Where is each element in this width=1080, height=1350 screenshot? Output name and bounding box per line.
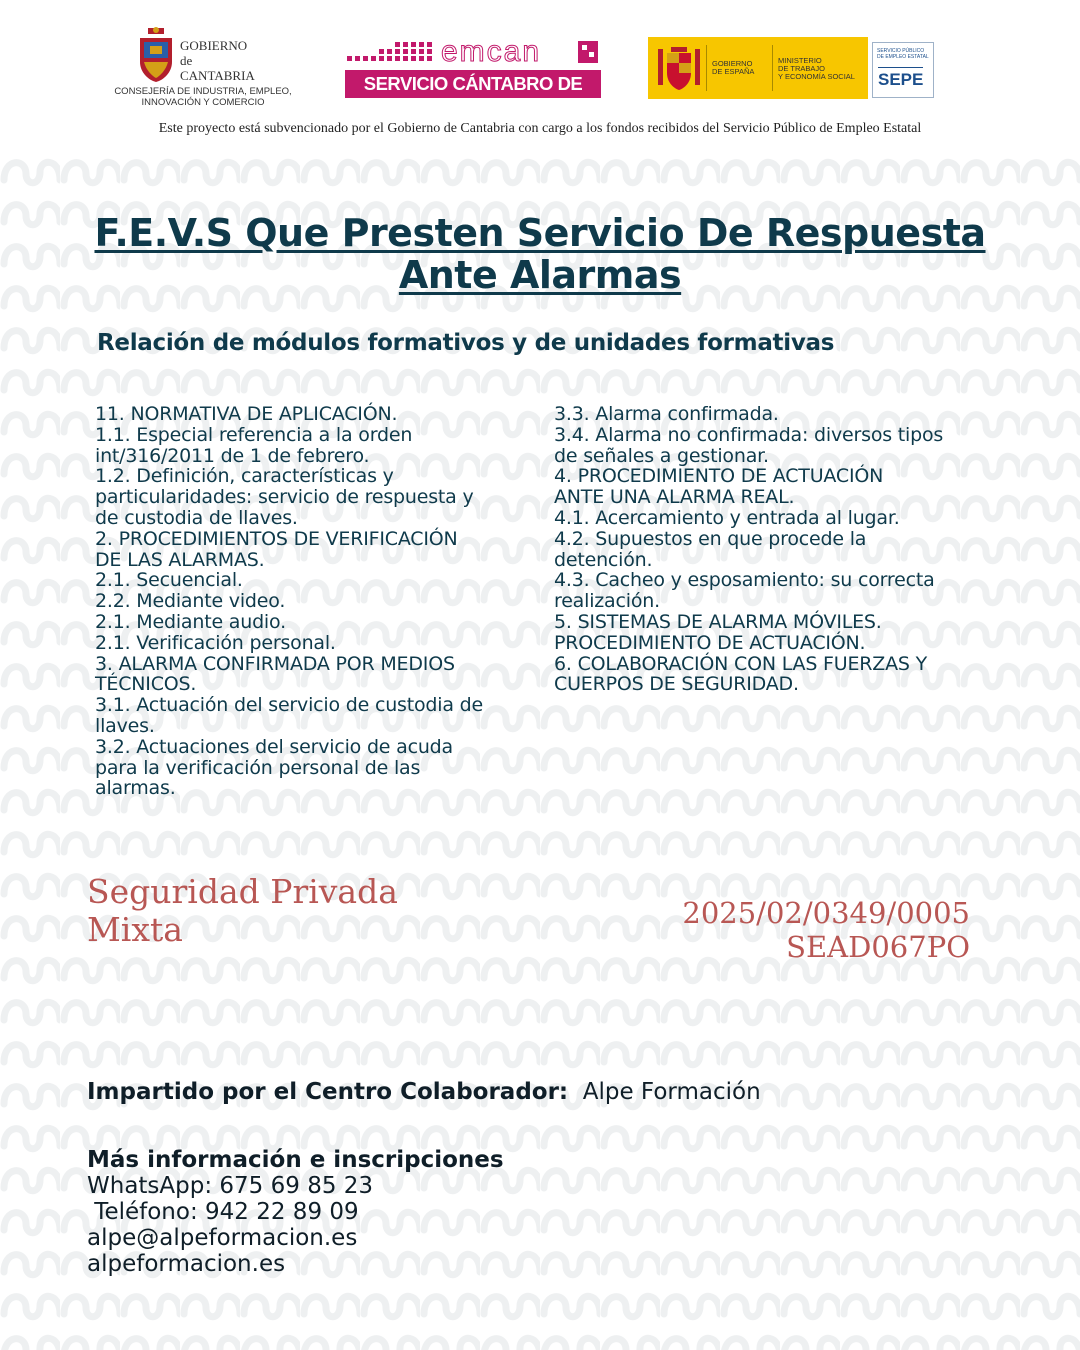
contact-email[interactable]: alpe@alpeformacion.es [87, 1225, 358, 1251]
module-line: llaves. [95, 714, 155, 737]
module-line: 5. SISTEMAS DE ALARMA MÓVILES. [554, 610, 882, 633]
module-line: 3.4. Alarma no confirmada: diversos tipos [554, 423, 944, 446]
module-line: 3.2. Actuaciones del servicio de acuda [95, 735, 453, 758]
category-line1: Seguridad Privada [87, 872, 398, 911]
module-line: realización. [554, 590, 660, 613]
module-line: 1.1. Especial referencia a la orden [95, 423, 413, 446]
module-line: CUERPOS DE SEGURIDAD. [554, 673, 799, 696]
cantabria-line3: CANTABRIA [180, 68, 255, 83]
funding-note: Este proyecto está subvencionado por el Gobierno de Cantabria con cargo a los fondos recibidos del Servicio Público de Empleo Estatal [158, 121, 922, 136]
sepe-logo [872, 42, 934, 98]
module-line: 2.1. Mediante audio. [95, 610, 286, 633]
cantabria-shield-icon [136, 26, 176, 84]
module-line: 3. ALARMA CONFIRMADA POR MEDIOS [95, 652, 455, 675]
provider-name: Alpe Formación [582, 1079, 761, 1105]
module-line: 6. COLABORACIÓN CON LAS FUERZAS Y [554, 652, 927, 675]
module-line: 2.1. Secuencial. [95, 569, 243, 592]
sepe-wordmark: SEPE [878, 67, 923, 90]
course-code-specialty: SEAD067PO [786, 930, 970, 964]
provider-label: Impartido por el Centro Colaborador: [87, 1079, 569, 1105]
module-line: 2. PROCEDIMIENTOS DE VERIFICACIÓN [95, 527, 458, 550]
espana-separator-1 [706, 45, 707, 91]
emcan-banner: SERVICIO CÁNTABRO DE EMPLEO [345, 70, 601, 98]
course-title [80, 212, 1000, 296]
cantabria-line1: GOBIERNO [180, 38, 248, 53]
contact-block [87, 1147, 504, 1277]
espana-separator-2 [772, 45, 773, 91]
provider-line [87, 1079, 761, 1105]
contact-heading: Más información e inscripciones [87, 1147, 504, 1173]
module-line: 4. PROCEDIMIENTO DE ACTUACIÓN [554, 465, 884, 488]
espana-col1-l1: GOBIERNO [712, 59, 753, 68]
module-line: int/316/2011 de 1 de febrero. [95, 444, 370, 467]
cantabria-consejeria [108, 86, 298, 108]
modules-list-right [554, 404, 994, 695]
module-line: 4.3. Cacheo y esposamiento: su correcta [554, 569, 935, 592]
modules-list-left [95, 404, 535, 799]
module-line: 4.2. Supuestos en que procede la [554, 527, 867, 550]
module-line: de custodia de llaves. [95, 506, 298, 529]
sepe-small1: SERVICIO PÚBLICO [877, 48, 925, 54]
module-line: detención. [554, 548, 653, 571]
module-line: particularidades: servicio de respuesta y [95, 486, 474, 509]
course-category [87, 873, 398, 949]
cantabria-line2: de [180, 53, 193, 68]
espana-col2-l3: Y ECONOMÍA SOCIAL [778, 72, 855, 81]
course-title-line2: Ante Alarmas [398, 253, 682, 297]
contact-phone[interactable]: Teléfono: 942 22 89 09 [87, 1199, 359, 1225]
spain-coat-of-arms-icon [656, 43, 702, 93]
modules-heading: Relación de módulos formativos y de unidades formativas [97, 330, 835, 356]
espana-col1-l2: DE ESPAÑA [712, 67, 755, 76]
module-line: 3.3. Alarma confirmada. [554, 403, 779, 425]
contact-whatsapp[interactable]: WhatsApp: 675 69 85 23 [87, 1173, 374, 1199]
module-line: TÉCNICOS. [95, 673, 197, 696]
espana-gobierno-text [712, 60, 754, 76]
ministerio-text [778, 57, 855, 81]
module-line: alarmas. [95, 777, 176, 800]
emcan-dots-icon [345, 40, 439, 64]
gobierno-cantabria-logo [108, 22, 298, 114]
contact-website[interactable]: alpeformacion.es [87, 1251, 286, 1277]
module-line: PROCEDIMIENTO DE ACTUACIÓN. [554, 631, 866, 654]
module-line: 1.2. Definición, características y [95, 465, 394, 488]
module-line: DE LAS ALARMAS. [95, 548, 265, 571]
module-line: 3.1. Actuación del servicio de custodia de [95, 694, 483, 717]
cantabria-sub1: CONSEJERÍA DE INDUSTRIA, EMPLEO, [114, 86, 292, 97]
module-line: de señales a gestionar. [554, 444, 769, 467]
module-line: 11. NORMATIVA DE APLICACIÓN. [95, 403, 398, 425]
sepe-small2: DE EMPLEO ESTATAL [877, 54, 929, 60]
gobierno-espana-logo [648, 37, 868, 99]
emcan-square-icon [577, 40, 599, 64]
course-code-expediente: 2025/02/0349/0005 [682, 896, 970, 930]
cantabria-text [180, 38, 255, 83]
module-line: ANTE UNA ALARMA REAL. [554, 486, 795, 509]
emcan-logo [345, 35, 601, 122]
module-line: para la verificación personal de las [95, 756, 421, 779]
emcan-wordmark: emcan [441, 35, 542, 68]
module-line: 4.1. Acercamiento y entrada al lugar. [554, 506, 900, 529]
course-codes [682, 896, 970, 964]
espana-col2-l1: MINISTERIO [778, 56, 822, 65]
sepe-small-text [877, 48, 929, 60]
cantabria-sub2: INNOVACIÓN Y COMERCIO [141, 97, 265, 108]
module-line: 2.1. Verificación personal. [95, 631, 336, 654]
module-line: 2.2. Mediante video. [95, 590, 286, 613]
course-title-line1: F.E.V.S Que Presten Servicio De Respuesta [94, 211, 986, 255]
espana-col2-l2: DE TRABAJO [778, 64, 825, 73]
category-line2: Mixta [87, 910, 183, 949]
